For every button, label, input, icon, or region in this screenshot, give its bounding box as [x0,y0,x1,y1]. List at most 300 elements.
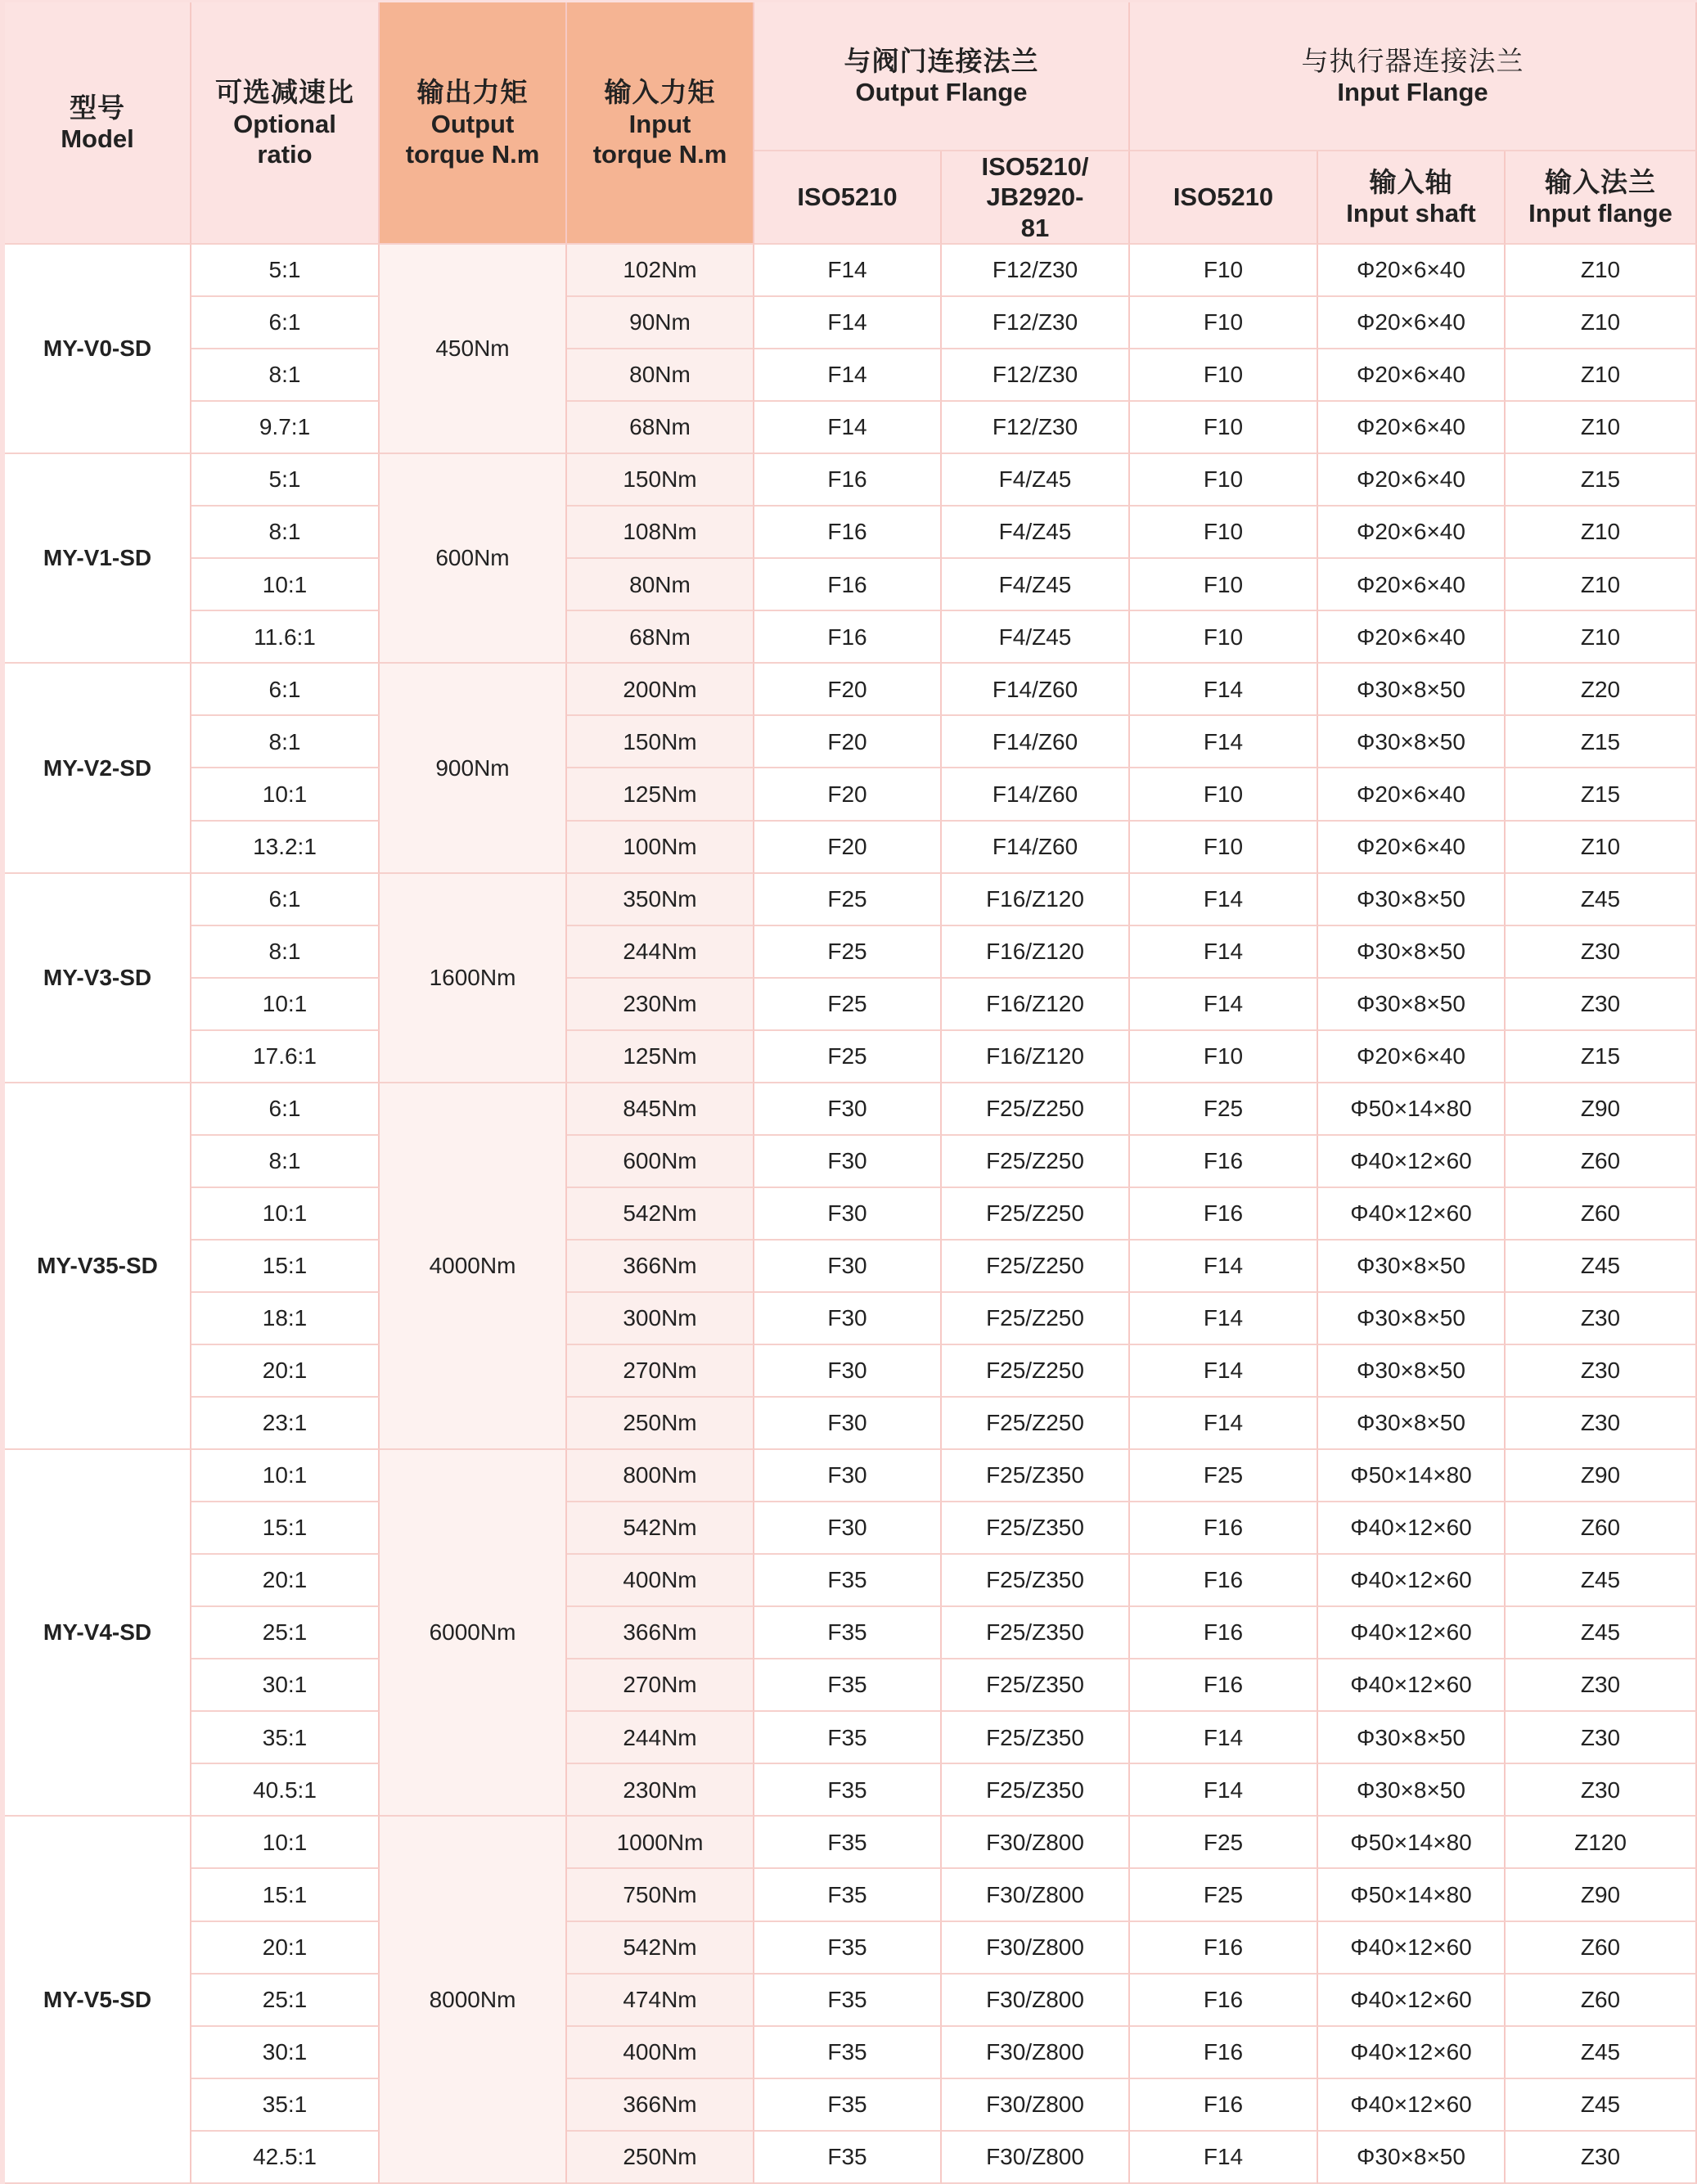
input-shaft-cell: Φ30×8×50 [1318,2132,1506,2184]
output-iso-jb-cell: F4/Z45 [942,611,1130,664]
ratio-cell: 17.6:1 [191,1031,380,1083]
input-iso5210-cell: F10 [1130,507,1318,559]
table-row [5,1555,1697,1607]
table-row [5,1764,1697,1817]
header-input-shaft-zh: 输入轴 [1369,166,1453,197]
table-body [5,245,1697,2184]
output-iso5210-cell: F30 [754,1241,942,1293]
output-iso5210-cell: F25 [754,1031,942,1083]
input-shaft-cell: Φ30×8×50 [1318,664,1506,716]
table-row [5,2132,1697,2184]
input-torque-cell: 150Nm [567,454,754,507]
output-iso-jb-cell: F4/Z45 [942,559,1130,611]
table-row [5,1975,1697,2027]
ratio-cell: 10:1 [191,768,380,821]
input-torque-cell: 68Nm [567,402,754,454]
input-flange-cell: Z10 [1506,822,1697,874]
output-iso-jb-cell: F12/Z30 [942,349,1130,402]
input-flange-cell: Z30 [1506,926,1697,979]
input-torque-cell: 800Nm [567,1450,754,1502]
output-iso-jb-cell: F25/Z250 [942,1083,1130,1136]
input-flange-cell: Z60 [1506,1188,1697,1241]
input-shaft-cell: Φ40×12×60 [1318,1975,1506,2027]
input-torque-cell: 750Nm [567,1869,754,1921]
output-iso-jb-cell: F30/Z800 [942,1817,1130,1869]
model-cell: MY-V4-SD [5,1450,191,1817]
input-shaft-cell: Φ20×6×40 [1318,559,1506,611]
input-flange-cell: Z30 [1506,1659,1697,1712]
output-iso5210-cell: F14 [754,349,942,402]
input-iso5210-cell: F25 [1130,1450,1318,1502]
input-shaft-cell: Φ30×8×50 [1318,926,1506,979]
output-iso5210-cell: F35 [754,1555,942,1607]
output-iso5210-cell: F30 [754,1293,942,1345]
output-iso-jb-cell: F16/Z120 [942,1031,1130,1083]
output-iso-jb-cell: F25/Z350 [942,1450,1130,1502]
output-iso-jb-cell: F30/Z800 [942,2079,1130,2132]
table-row [5,1083,1697,1136]
output-iso-jb-cell: F25/Z250 [942,1293,1130,1345]
table-row [5,768,1697,821]
ratio-cell: 15:1 [191,1502,380,1555]
ratio-cell: 40.5:1 [191,1764,380,1817]
header-ratio [191,2,380,245]
input-torque-cell: 80Nm [567,559,754,611]
ratio-cell: 6:1 [191,874,380,926]
input-iso5210-cell: F25 [1130,1869,1318,1921]
header-input-flange [1506,151,1697,245]
input-shaft-cell: Φ40×12×60 [1318,1188,1506,1241]
ratio-cell: 6:1 [191,1083,380,1136]
input-iso5210-cell: F16 [1130,1659,1318,1712]
input-torque-cell: 400Nm [567,1555,754,1607]
output-iso5210-cell: F20 [754,768,942,821]
output-iso5210-cell: F20 [754,716,942,768]
ratio-cell: 42.5:1 [191,2132,380,2184]
table-row [5,402,1697,454]
input-shaft-cell: Φ20×6×40 [1318,245,1506,297]
input-flange-cell: Z15 [1506,716,1697,768]
input-iso5210-cell: F16 [1130,1555,1318,1607]
input-shaft-cell: Φ40×12×60 [1318,1555,1506,1607]
table-row [5,1136,1697,1188]
input-iso5210-cell: F16 [1130,1607,1318,1659]
input-shaft-cell: Φ20×6×40 [1318,402,1506,454]
header-model [5,2,191,245]
output-iso5210-cell: F14 [754,402,942,454]
output-iso5210-cell: F30 [754,1450,942,1502]
output-iso5210-cell: F35 [754,1975,942,2027]
input-flange-cell: Z60 [1506,1922,1697,1975]
input-torque-cell: 68Nm [567,611,754,664]
output-iso-jb-cell: F30/Z800 [942,1869,1130,1921]
input-flange-cell: Z10 [1506,297,1697,349]
input-iso5210-cell: F16 [1130,1188,1318,1241]
input-torque-cell: 270Nm [567,1659,754,1712]
input-shaft-cell: Φ20×6×40 [1318,768,1506,821]
ratio-cell: 15:1 [191,1241,380,1293]
input-iso5210-cell: F10 [1130,454,1318,507]
header-input-flange-group-zh: 与执行器连接法兰 [1301,45,1524,76]
input-shaft-cell: Φ40×12×60 [1318,1607,1506,1659]
output-iso5210-cell: F16 [754,611,942,664]
table-row [5,2027,1697,2079]
ratio-cell: 5:1 [191,454,380,507]
table-row [5,559,1697,611]
ratio-cell: 8:1 [191,349,380,402]
output-iso-jb-cell: F30/Z800 [942,1975,1130,2027]
table-row [5,1345,1697,1398]
output-iso-jb-cell: F12/Z30 [942,297,1130,349]
table-row [5,874,1697,926]
input-iso5210-cell: F25 [1130,1817,1318,1869]
table-row [5,2079,1697,2132]
output-iso-jb-cell: F25/Z350 [942,1555,1130,1607]
input-iso5210-cell: F14 [1130,1293,1318,1345]
table-row [5,297,1697,349]
output-iso-jb-cell: F14/Z60 [942,822,1130,874]
input-iso5210-cell: F10 [1130,349,1318,402]
input-iso5210-cell: F14 [1130,874,1318,926]
ratio-cell: 8:1 [191,926,380,979]
output-torque-cell: 8000Nm [380,1817,567,2184]
input-shaft-cell: Φ20×6×40 [1318,349,1506,402]
input-iso5210-cell: F10 [1130,245,1318,297]
output-iso5210-cell: F35 [754,1922,942,1975]
input-flange-cell: Z30 [1506,979,1697,1031]
header-input-flange-en: Input flange [1528,199,1672,228]
output-iso-jb-cell: F25/Z250 [942,1345,1130,1398]
output-iso-jb-cell: F4/Z45 [942,454,1130,507]
output-iso5210-cell: F35 [754,1764,942,1817]
output-iso5210-cell: F35 [754,1712,942,1764]
table-row [5,664,1697,716]
input-torque-cell: 90Nm [567,297,754,349]
header-output-torque-en: Output torque N.m [405,109,540,169]
input-shaft-cell: Φ40×12×60 [1318,1659,1506,1712]
input-flange-cell: Z10 [1506,559,1697,611]
model-cell: MY-V3-SD [5,874,191,1083]
header-output-flange [754,2,1130,151]
output-iso5210-cell: F35 [754,1869,942,1921]
input-torque-cell: 366Nm [567,1241,754,1293]
input-iso5210-cell: F10 [1130,402,1318,454]
ratio-cell: 10:1 [191,559,380,611]
output-torque-cell: 1600Nm [380,874,567,1083]
output-iso5210-cell: F35 [754,2027,942,2079]
model-cell: MY-V2-SD [5,664,191,873]
input-shaft-cell: Φ30×8×50 [1318,979,1506,1031]
output-iso5210-cell: F20 [754,822,942,874]
output-iso5210-cell: F30 [754,1188,942,1241]
output-iso-jb-cell: F25/Z350 [942,1502,1130,1555]
header-output-torque-zh: 输出力矩 [416,77,529,108]
table-row [5,1398,1697,1450]
input-iso5210-cell: F16 [1130,1502,1318,1555]
output-iso5210-cell: F20 [754,664,942,716]
output-iso5210-cell: F30 [754,1398,942,1450]
input-iso5210-cell: F16 [1130,2027,1318,2079]
output-iso-jb-cell: F14/Z60 [942,768,1130,821]
input-torque-cell: 1000Nm [567,1817,754,1869]
input-torque-cell: 200Nm [567,664,754,716]
output-iso-jb-cell: F25/Z250 [942,1398,1130,1450]
table-row [5,1241,1697,1293]
ratio-cell: 10:1 [191,1450,380,1502]
input-flange-cell: Z10 [1506,402,1697,454]
header-output-flange-en: Output Flange [855,78,1028,107]
input-iso5210-cell: F14 [1130,2132,1318,2184]
input-flange-cell: Z30 [1506,1764,1697,1817]
table-row [5,454,1697,507]
input-shaft-cell: Φ50×14×80 [1318,1817,1506,1869]
model-cell: MY-V1-SD [5,454,191,664]
input-torque-cell: 845Nm [567,1083,754,1136]
input-flange-cell: Z30 [1506,1712,1697,1764]
input-torque-cell: 100Nm [567,822,754,874]
output-iso-jb-cell: F12/Z30 [942,245,1130,297]
output-torque-cell: 900Nm [380,664,567,873]
input-iso5210-cell: F16 [1130,1136,1318,1188]
table-row [5,926,1697,979]
ratio-cell: 20:1 [191,1345,380,1398]
input-iso5210-cell: F14 [1130,1712,1318,1764]
header-iso5210-in: ISO5210 [1130,151,1318,245]
input-shaft-cell: Φ40×12×60 [1318,1136,1506,1188]
input-flange-cell: Z45 [1506,2027,1697,2079]
input-torque-cell: 542Nm [567,1188,754,1241]
output-iso-jb-cell: F16/Z120 [942,874,1130,926]
input-torque-cell: 80Nm [567,349,754,402]
input-shaft-cell: Φ40×12×60 [1318,2079,1506,2132]
input-iso5210-cell: F10 [1130,611,1318,664]
input-shaft-cell: Φ30×8×50 [1318,1345,1506,1398]
header-output-torque [380,2,567,245]
ratio-cell: 35:1 [191,1712,380,1764]
input-flange-cell: Z45 [1506,2079,1697,2132]
input-shaft-cell: Φ40×12×60 [1318,2027,1506,2079]
output-torque-cell: 6000Nm [380,1450,567,1817]
header-model-zh: 型号 [70,92,125,123]
header-input-torque-en: Input torque N.m [592,109,727,169]
input-flange-cell: Z60 [1506,1975,1697,2027]
input-shaft-cell: Φ30×8×50 [1318,1293,1506,1345]
header-model-en: Model [61,124,134,154]
input-flange-cell: Z60 [1506,1136,1697,1188]
input-flange-cell: Z90 [1506,1083,1697,1136]
input-shaft-cell: Φ50×14×80 [1318,1450,1506,1502]
table-row [5,245,1697,297]
ratio-cell: 20:1 [191,1555,380,1607]
input-shaft-cell: Φ20×6×40 [1318,454,1506,507]
output-iso5210-cell: F35 [754,1659,942,1712]
ratio-cell: 10:1 [191,979,380,1031]
input-torque-cell: 244Nm [567,1712,754,1764]
table-row [5,1817,1697,1869]
output-torque-cell: 4000Nm [380,1083,567,1450]
input-iso5210-cell: F14 [1130,979,1318,1031]
input-flange-cell: Z15 [1506,454,1697,507]
ratio-cell: 25:1 [191,1975,380,2027]
input-iso5210-cell: F25 [1130,1083,1318,1136]
input-torque-cell: 150Nm [567,716,754,768]
input-shaft-cell: Φ40×12×60 [1318,1922,1506,1975]
output-torque-cell: 450Nm [380,245,567,454]
table-row [5,611,1697,664]
input-shaft-cell: Φ40×12×60 [1318,1502,1506,1555]
output-iso5210-cell: F14 [754,245,942,297]
input-iso5210-cell: F10 [1130,822,1318,874]
model-cell: MY-V0-SD [5,245,191,454]
header-input-torque [567,2,754,245]
output-iso-jb-cell: F25/Z350 [942,1712,1130,1764]
input-shaft-cell: Φ30×8×50 [1318,1398,1506,1450]
input-torque-cell: 542Nm [567,1922,754,1975]
input-flange-cell: Z45 [1506,1241,1697,1293]
output-iso5210-cell: F30 [754,1345,942,1398]
output-iso-jb-cell: F14/Z60 [942,716,1130,768]
output-iso5210-cell: F16 [754,559,942,611]
input-flange-cell: Z15 [1506,1031,1697,1083]
output-iso-jb-cell: F25/Z350 [942,1764,1130,1817]
input-torque-cell: 542Nm [567,1502,754,1555]
model-cell: MY-V35-SD [5,1083,191,1450]
input-flange-cell: Z15 [1506,768,1697,821]
ratio-cell: 6:1 [191,664,380,716]
input-shaft-cell: Φ20×6×40 [1318,1031,1506,1083]
input-iso5210-cell: F10 [1130,297,1318,349]
input-flange-cell: Z60 [1506,1502,1697,1555]
header-iso5210-out: ISO5210 [754,151,942,245]
table-row [5,1031,1697,1083]
input-flange-cell: Z45 [1506,1607,1697,1659]
input-iso5210-cell: F16 [1130,1975,1318,2027]
ratio-cell: 5:1 [191,245,380,297]
input-torque-cell: 400Nm [567,2027,754,2079]
input-iso5210-cell: F14 [1130,664,1318,716]
input-shaft-cell: Φ30×8×50 [1318,716,1506,768]
header-input-shaft-en: Input shaft [1346,199,1476,228]
header-input-flange-zh: 输入法兰 [1545,166,1656,197]
table-row [5,1502,1697,1555]
output-torque-cell: 600Nm [380,454,567,664]
input-flange-cell: Z10 [1506,349,1697,402]
ratio-cell: 6:1 [191,297,380,349]
input-shaft-cell: Φ20×6×40 [1318,297,1506,349]
table-row [5,1869,1697,1921]
model-cell: MY-V5-SD [5,1817,191,2184]
header-input-shaft [1318,151,1506,245]
input-iso5210-cell: F10 [1130,559,1318,611]
input-flange-cell: Z20 [1506,664,1697,716]
table-row [5,716,1697,768]
ratio-cell: 11.6:1 [191,611,380,664]
table-row [5,822,1697,874]
output-iso5210-cell: F35 [754,2132,942,2184]
input-shaft-cell: Φ20×6×40 [1318,611,1506,664]
input-flange-cell: Z30 [1506,2132,1697,2184]
input-flange-cell: Z45 [1506,1555,1697,1607]
ratio-cell: 8:1 [191,716,380,768]
ratio-cell: 9.7:1 [191,402,380,454]
input-torque-cell: 366Nm [567,2079,754,2132]
output-iso-jb-cell: F14/Z60 [942,664,1130,716]
input-flange-cell: Z30 [1506,1398,1697,1450]
input-flange-cell: Z90 [1506,1869,1697,1921]
ratio-cell: 30:1 [191,2027,380,2079]
input-torque-cell: 600Nm [567,1136,754,1188]
input-torque-cell: 474Nm [567,1975,754,2027]
input-flange-cell: Z10 [1506,245,1697,297]
output-iso-jb-cell: F16/Z120 [942,979,1130,1031]
ratio-cell: 10:1 [191,1188,380,1241]
table-row [5,507,1697,559]
input-iso5210-cell: F14 [1130,1345,1318,1398]
header-iso-jb: ISO5210/ JB2920-81 [942,151,1130,245]
input-torque-cell: 350Nm [567,874,754,926]
output-iso-jb-cell: F25/Z350 [942,1659,1130,1712]
input-iso5210-cell: F14 [1130,716,1318,768]
output-iso-jb-cell: F25/Z350 [942,1607,1130,1659]
output-iso5210-cell: F35 [754,1607,942,1659]
input-flange-cell: Z45 [1506,874,1697,926]
ratio-cell: 18:1 [191,1293,380,1345]
input-iso5210-cell: F16 [1130,1922,1318,1975]
input-torque-cell: 102Nm [567,245,754,297]
output-iso-jb-cell: F12/Z30 [942,402,1130,454]
ratio-cell: 35:1 [191,2079,380,2132]
output-iso5210-cell: F30 [754,1136,942,1188]
table-row [5,1607,1697,1659]
input-shaft-cell: Φ50×14×80 [1318,1869,1506,1921]
output-iso5210-cell: F25 [754,926,942,979]
input-torque-cell: 125Nm [567,1031,754,1083]
input-shaft-cell: Φ50×14×80 [1318,1083,1506,1136]
input-torque-cell: 270Nm [567,1345,754,1398]
table-row [5,1293,1697,1345]
input-flange-cell: Z30 [1506,1345,1697,1398]
input-flange-cell: Z90 [1506,1450,1697,1502]
input-flange-cell: Z10 [1506,507,1697,559]
input-iso5210-cell: F10 [1130,768,1318,821]
header-ratio-en: Optional ratio [233,109,336,169]
output-iso5210-cell: F30 [754,1502,942,1555]
ratio-cell: 13.2:1 [191,822,380,874]
input-iso5210-cell: F10 [1130,1031,1318,1083]
output-iso5210-cell: F16 [754,454,942,507]
table-row [5,1659,1697,1712]
output-iso5210-cell: F25 [754,979,942,1031]
input-shaft-cell: Φ20×6×40 [1318,507,1506,559]
input-iso5210-cell: F14 [1130,1398,1318,1450]
input-shaft-cell: Φ30×8×50 [1318,1764,1506,1817]
table-row [5,1188,1697,1241]
ratio-cell: 25:1 [191,1607,380,1659]
output-iso5210-cell: F35 [754,2079,942,2132]
input-shaft-cell: Φ30×8×50 [1318,1241,1506,1293]
input-torque-cell: 250Nm [567,2132,754,2184]
output-iso5210-cell: F35 [754,1817,942,1869]
header-ratio-zh: 可选减速比 [215,77,354,108]
output-iso5210-cell: F25 [754,874,942,926]
input-iso5210-cell: F16 [1130,2079,1318,2132]
input-iso5210-cell: F14 [1130,1764,1318,1817]
input-shaft-cell: Φ20×6×40 [1318,822,1506,874]
input-torque-cell: 230Nm [567,1764,754,1817]
ratio-cell: 20:1 [191,1922,380,1975]
output-iso-jb-cell: F25/Z250 [942,1136,1130,1188]
input-torque-cell: 230Nm [567,979,754,1031]
